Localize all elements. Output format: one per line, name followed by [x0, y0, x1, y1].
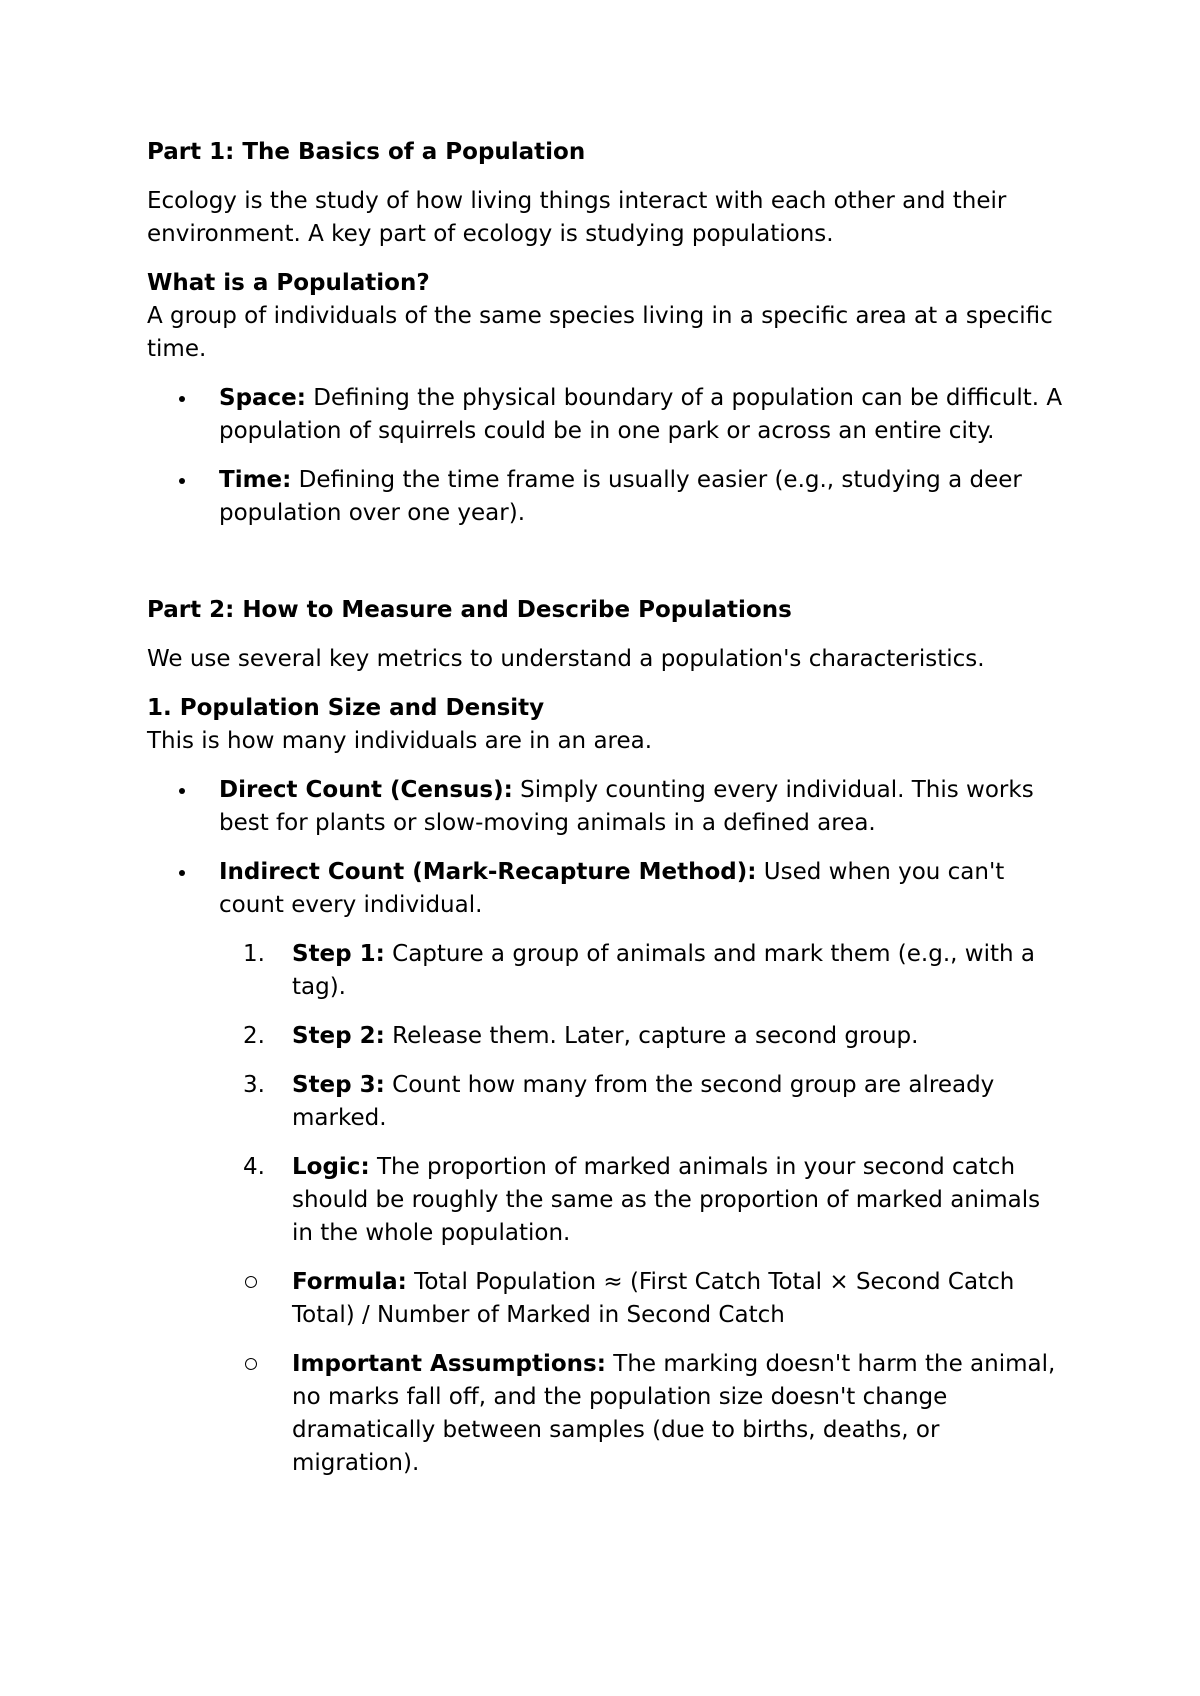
step-number: 3.	[243, 1072, 265, 1098]
part1-intro: Ecology is the study of how living things interact with each other and their environment. A key part of ecology is studying populations.	[147, 188, 1007, 247]
bullet-text: Defining the time frame is usually easier (e.g., studying a deer population over one year).	[219, 467, 1022, 526]
part2-intro: We use several key metrics to understand a population's characteristics.	[147, 646, 985, 672]
bullet-time	[147, 464, 1067, 530]
step-item	[147, 1020, 1067, 1053]
section1-desc: This is how many individuals are in an area.	[147, 728, 653, 754]
step-label: Step 2:	[292, 1023, 385, 1049]
population-question-text: What is a Population?	[147, 270, 430, 296]
bullet-marker	[177, 774, 197, 807]
subpoint-text: The marking doesn't harm the animal, no marks fall off, and the population size doesn't change dramatically between samples (due to births, deaths, or migration).	[292, 1351, 1056, 1476]
step-text: The proportion of marked animals in your second catch should be roughly the same as the proportion of marked animals in the whole population.	[292, 1154, 1041, 1246]
bullet-marker	[177, 856, 197, 889]
bullet-label: Indirect Count (Mark-Recapture Method):	[219, 859, 757, 885]
bullet-text: Used when you can't count every individual.	[219, 859, 1005, 918]
bullet-label: Time:	[219, 467, 292, 493]
bullet-label: Direct Count (Census):	[219, 777, 513, 803]
document-page	[147, 136, 1067, 1496]
step-label: Logic:	[292, 1154, 370, 1180]
step-number: 1.	[243, 941, 265, 967]
step-item	[147, 1069, 1067, 1135]
circle-bullet-icon	[243, 1266, 283, 1299]
bullet-indirect-count	[147, 856, 1067, 922]
section1-heading	[147, 692, 1067, 725]
bullet-direct-count	[147, 774, 1067, 840]
step-text: Capture a group of animals and mark them (e.g., with a tag).	[292, 941, 1035, 1000]
step-number: 4.	[243, 1154, 265, 1180]
bullet-label: Space:	[219, 385, 306, 411]
step-text: Count how many from the second group are already marked.	[292, 1072, 995, 1131]
part1-heading: Part 1: The Basics of a Population	[147, 139, 586, 165]
subpoint-label: Important Assumptions:	[292, 1351, 606, 1377]
subpoint-label: Formula:	[292, 1269, 407, 1295]
population-question	[147, 267, 1067, 300]
bullet-text: Defining the physical boundary of a population can be difficult. A population of squirrels could be in one park or across an entire city.	[219, 385, 1063, 444]
subpoint-text: Total Population ≈ (First Catch Total × Second Catch Total) / Number of Marked in Second Catch	[292, 1269, 1015, 1328]
step-label: Step 3:	[292, 1072, 385, 1098]
bullet-text: Simply counting every individual. This works best for plants or slow-moving animals in a defined area.	[219, 777, 1034, 836]
circle-bullet-icon	[243, 1348, 283, 1381]
section1-heading-text: 1. Population Size and Density	[147, 695, 545, 721]
subpoint-assumptions	[147, 1348, 1067, 1480]
step-text: Release them. Later, capture a second group.	[384, 1023, 919, 1049]
step-label: Step 1:	[292, 941, 385, 967]
bullet-marker	[177, 382, 197, 415]
part2-heading: Part 2: How to Measure and Describe Populations	[147, 597, 792, 623]
step-item	[147, 1151, 1067, 1250]
step-number: 2.	[243, 1023, 265, 1049]
population-definition: A group of individuals of the same species living in a specific area at a specific time.	[147, 303, 1053, 362]
step-item	[147, 938, 1067, 1004]
bullet-marker	[177, 464, 197, 497]
subpoint-formula	[147, 1266, 1067, 1332]
bullet-space	[147, 382, 1067, 448]
